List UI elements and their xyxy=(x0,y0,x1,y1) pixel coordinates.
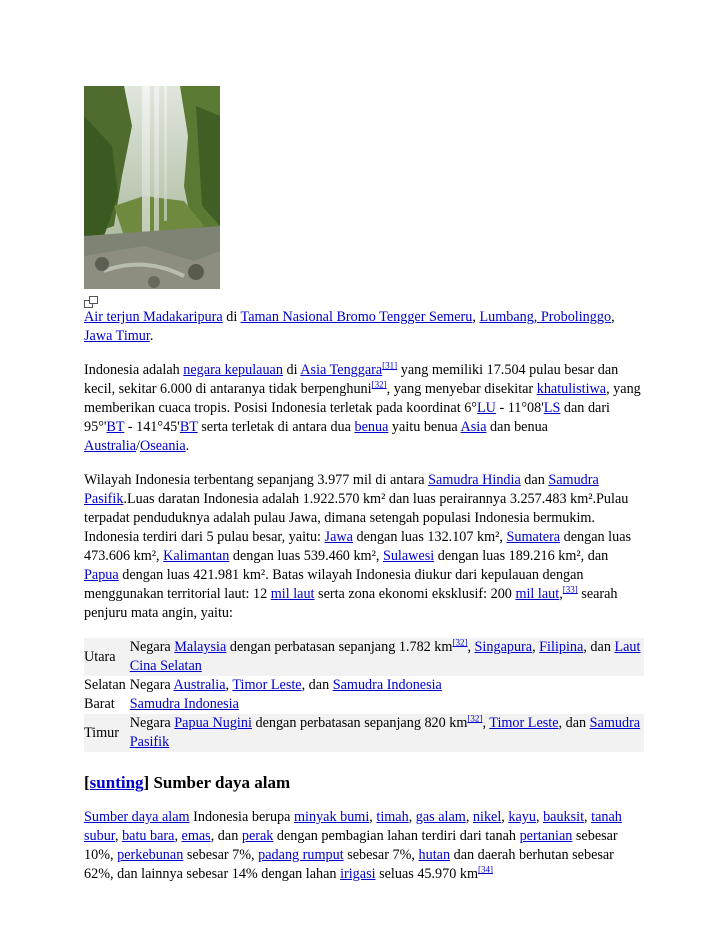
link-lumbang[interactable]: Lumbang, Probolinggo xyxy=(479,309,612,325)
link-padang-rumput[interactable]: padang rumput xyxy=(258,847,344,863)
link-air-terjun[interactable]: Air terjun Madakaripura xyxy=(84,309,223,325)
border-direction: Timur xyxy=(84,714,128,752)
link-mil-laut-2[interactable]: mil laut xyxy=(515,586,560,602)
enlarge-icon[interactable] xyxy=(84,296,100,308)
link-minyak-bumi[interactable]: minyak bumi xyxy=(294,809,370,825)
link-perak[interactable]: perak xyxy=(241,828,274,844)
border-link[interactable]: Samudra Indonesia xyxy=(332,677,442,693)
section-heading: [sunting] Sumber daya alam xyxy=(84,773,291,792)
link-perkebunan[interactable]: perkebunan xyxy=(117,847,184,863)
link-sumber-daya-alam[interactable]: Sumber daya alam xyxy=(84,809,190,825)
border-link[interactable]: Filipina xyxy=(539,639,584,655)
link-sulawesi[interactable]: Sulawesi xyxy=(382,548,435,564)
border-direction: Barat xyxy=(84,696,115,712)
link-papua[interactable]: Papua xyxy=(84,567,119,583)
section-title: Sumber daya alam xyxy=(149,773,291,792)
link-nikel[interactable]: nikel xyxy=(472,809,502,825)
border-link[interactable]: Singapura xyxy=(474,639,533,655)
border-link[interactable]: Papua Nugini xyxy=(174,715,252,731)
border-row xyxy=(84,638,644,676)
edit-section-link[interactable]: sunting xyxy=(89,773,144,792)
border-ref[interactable]: [32] xyxy=(467,713,483,724)
link-sumatera[interactable]: Sumatera xyxy=(506,529,561,545)
figure-caption: Air terjun Madakaripura di Taman Nasional Bromo Tengger Semeru, Lumbang, Probolinggo, Jawa Timur. xyxy=(84,309,615,344)
ref-33[interactable]: [33] xyxy=(562,584,578,595)
link-kalimantan[interactable]: Kalimantan xyxy=(163,548,230,564)
border-link[interactable]: Australia xyxy=(173,677,226,693)
border-link[interactable]: Samudra Pasifik xyxy=(129,715,641,750)
ref-32[interactable]: [32] xyxy=(371,379,387,390)
link-benua[interactable]: benua xyxy=(354,419,389,435)
link-australia[interactable]: Australia xyxy=(84,438,137,454)
paragraph-territory: Wilayah Indonesia terbentang sepanjang 3.977 mil di antara Samudra Hindia dan Samudra Pasifik.Luas daratan Indonesia adalah 1.922.570 km² dan luas perairannya 3.257.483 km².Pulau terpadat penduduknya adalah pulau Jawa, dimana setengah populasi Indonesia bermukim. Indonesia terdiri dari 5 pulau besar, yaitu: Jawa dengan luas 132.107 km², Sumatera dengan luas 473.606 km², Kalimantan dengan luas 539.460 km², Sulawesi dengan luas 189.216 km², dan Papua dengan luas 421.981 km². Batas wilayah Indonesia diukur dari kepulauan dengan menggunakan territorial laut: 12 mil laut serta zona ekonomi eksklusif: 200 mil laut,[33] searah penjuru mata angin, yaitu: xyxy=(84,472,632,621)
link-batu-bara[interactable]: batu bara xyxy=(122,828,175,844)
link-lu[interactable]: LU xyxy=(476,400,496,416)
border-description xyxy=(128,695,644,714)
border-description: Negara Papua Nugini dengan perbatasan sepanjang 820 km[32], Timor Leste, dan Samudra Pasifik xyxy=(128,714,644,752)
link-timah[interactable]: timah xyxy=(376,809,409,825)
link-emas[interactable]: emas xyxy=(181,828,211,844)
border-link[interactable]: Timor Leste xyxy=(232,677,302,693)
waterfall-photo[interactable] xyxy=(84,86,220,289)
link-jawa[interactable]: Jawa xyxy=(324,529,353,545)
paragraph-geography: Indonesia adalah negara kepulauan di Asia Tenggara[31] yang memiliki 17.504 pulau besar dan kecil, sekitar 6.000 di antaranya tidak berpenghuni[32], yang menyebar disekitar khatulistiwa, yang memberikan cuaca tropis. Posisi Indonesia terletak pada koordinat 6°LU - 11°08'LS dan dari 95°'BT - 141°45'BT serta terletak di antara dua benua yaitu benua Asia dan benua Australia/Oseania. xyxy=(84,360,641,454)
border-row xyxy=(84,714,644,752)
link-hutan[interactable]: hutan xyxy=(418,847,451,863)
link-taman-nasional[interactable]: Taman Nasional Bromo Tengger Semeru xyxy=(240,309,473,325)
ref-34[interactable]: [34] xyxy=(478,864,494,875)
link-irigasi[interactable]: irigasi xyxy=(340,866,376,882)
border-direction: Selatan xyxy=(84,677,126,693)
link-bt[interactable]: BT xyxy=(106,419,125,435)
border-description: Negara Australia, Timor Leste, dan Samudra Indonesia xyxy=(129,677,442,693)
border-link[interactable]: Malaysia xyxy=(174,639,227,655)
paragraph-natural-resources: Sumber daya alam Indonesia berupa minyak bumi, timah, gas alam, nikel, kayu, bauksit, tanah subur, batu bara, emas, dan perak dengan pembagian lahan terdiri dari tanah pertanian sebesar 10%, perkebunan sebesar 7%, padang rumput sebesar 7%, hutan dan daerah berhutan sebesar 62%, dan lainnya sebesar 14% dengan lahan irigasi seluas 45.970 km[34] xyxy=(84,809,622,882)
border-link[interactable]: Samudra Indonesia xyxy=(129,696,239,712)
link-bauksit[interactable]: bauksit xyxy=(543,809,585,825)
border-ref[interactable]: [32] xyxy=(452,637,468,648)
waterfall-image xyxy=(84,86,220,289)
link-oseania[interactable]: Oseania xyxy=(139,438,186,454)
link-bt-2[interactable]: BT xyxy=(179,419,198,435)
link-asia-tenggara[interactable]: Asia Tenggara xyxy=(300,362,383,378)
border-direction: Utara xyxy=(84,638,128,676)
border-link[interactable]: Laut Cina Selatan xyxy=(129,639,641,674)
link-jawa-timur[interactable]: Jawa Timur xyxy=(84,328,150,344)
borders-table xyxy=(84,638,644,752)
link-pertanian[interactable]: pertanian xyxy=(519,828,573,844)
border-link[interactable]: Timor Leste xyxy=(489,715,559,731)
border-row xyxy=(84,695,644,714)
border-row xyxy=(84,676,644,695)
article-body xyxy=(84,86,644,884)
link-kayu[interactable]: kayu xyxy=(508,809,536,825)
link-samudra-hindia[interactable]: Samudra Hindia xyxy=(428,472,521,488)
ref-31[interactable]: [31] xyxy=(382,360,398,371)
link-mil-laut[interactable]: mil laut xyxy=(270,586,315,602)
link-samudra-pasifik[interactable]: Samudra Pasifik xyxy=(84,472,599,507)
link-asia[interactable]: Asia xyxy=(460,419,487,435)
link-tanah-subur[interactable]: tanah subur xyxy=(84,809,622,844)
link-gas-alam[interactable]: gas alam xyxy=(415,809,466,825)
link-negara-kepulauan[interactable]: negara kepulauan xyxy=(183,362,283,378)
border-description: Negara Malaysia dengan perbatasan sepanjang 1.782 km[32], Singapura, Filipina, dan Laut Cina Selatan xyxy=(128,638,644,676)
link-khatulistiwa[interactable]: khatulistiwa xyxy=(536,381,607,397)
link-ls[interactable]: LS xyxy=(543,400,561,416)
